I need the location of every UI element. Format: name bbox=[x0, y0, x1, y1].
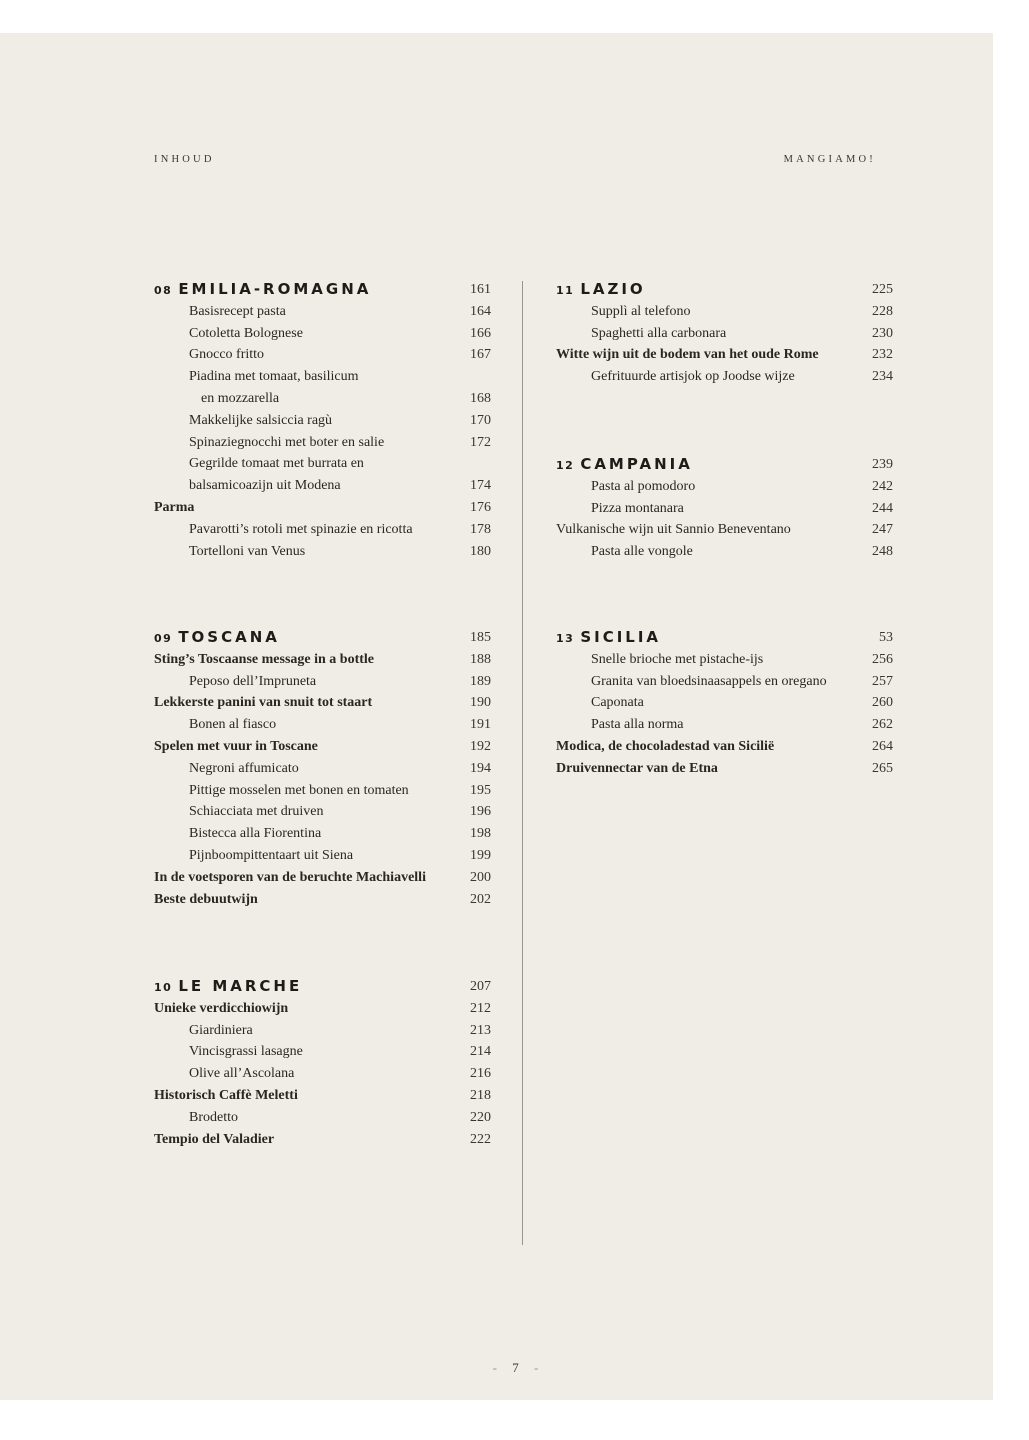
toc-entry[interactable] bbox=[154, 453, 491, 475]
toc-entry[interactable] bbox=[556, 671, 893, 693]
toc-entry-page: 218 bbox=[470, 1087, 491, 1103]
section-page-number: 53 bbox=[879, 630, 893, 645]
toc-entry-page: 244 bbox=[872, 500, 893, 516]
toc-entry[interactable] bbox=[556, 758, 893, 780]
section-page-number: 207 bbox=[470, 979, 491, 994]
toc-entry-page: 220 bbox=[470, 1109, 491, 1125]
toc-entry-page: 265 bbox=[872, 760, 893, 776]
toc-entry-page: 200 bbox=[470, 869, 491, 885]
toc-entry[interactable] bbox=[154, 1063, 491, 1085]
toc-entry-page: 264 bbox=[872, 738, 893, 754]
toc-entry-title: Cotoletta Bolognese bbox=[189, 325, 303, 341]
toc-entry-page: 172 bbox=[470, 434, 491, 450]
toc-entry-page: 216 bbox=[470, 1066, 491, 1082]
section-heading[interactable] bbox=[154, 976, 491, 998]
toc-entry[interactable] bbox=[556, 323, 893, 345]
toc-entry-page: 176 bbox=[470, 499, 491, 515]
toc-entry[interactable] bbox=[154, 1085, 491, 1107]
toc-entry-page: 164 bbox=[470, 303, 491, 319]
section-number: 08 bbox=[154, 284, 173, 297]
section-title-label bbox=[154, 976, 302, 999]
toc-entry-page: 192 bbox=[470, 738, 491, 754]
toc-entry[interactable] bbox=[556, 736, 893, 758]
toc-entry-title: Unieke verdicchiowijn bbox=[154, 1000, 289, 1016]
toc-entry-title: Pasta alle vongole bbox=[591, 544, 693, 560]
section-heading[interactable] bbox=[556, 279, 893, 301]
toc-section-sicilia bbox=[556, 627, 893, 780]
toc-entry[interactable] bbox=[154, 388, 491, 410]
section-title-label bbox=[556, 627, 661, 650]
footer-dash-left: - bbox=[492, 1360, 503, 1375]
toc-entry-page: 189 bbox=[470, 673, 491, 689]
toc-entry-title: Pittige mosselen met bonen en tomaten bbox=[189, 782, 409, 798]
toc-entry-page: 180 bbox=[470, 543, 491, 559]
toc-entry[interactable] bbox=[556, 301, 893, 323]
toc-entry-title: In de voetsporen van de beruchte Machiavelli bbox=[154, 869, 426, 885]
toc-entry-page: 260 bbox=[872, 695, 893, 711]
toc-entry-title: Pasta al pomodoro bbox=[591, 478, 696, 494]
section-number: 12 bbox=[556, 459, 575, 472]
toc-entry-title: Gnocco fritto bbox=[189, 347, 265, 363]
toc-entry-title: en mozzarella bbox=[201, 390, 280, 406]
toc-entry[interactable] bbox=[154, 736, 491, 758]
toc-entry-title: Pijnboompittentaart uit Siena bbox=[189, 847, 354, 863]
toc-entry-title: Pasta alla norma bbox=[591, 717, 684, 733]
toc-entry-title: Olive all’Ascolana bbox=[189, 1066, 295, 1082]
toc-entry-page: 228 bbox=[872, 303, 893, 319]
section-title: TOSCANA bbox=[178, 628, 280, 646]
toc-section-campania bbox=[556, 454, 893, 563]
toc-entry-title: Spinaziegnocchi met boter en salie bbox=[189, 434, 385, 450]
toc-entry-page: 262 bbox=[872, 717, 893, 733]
toc-entry[interactable] bbox=[154, 801, 491, 823]
toc-entry-title: Parma bbox=[154, 499, 195, 515]
toc-entry[interactable] bbox=[154, 823, 491, 845]
toc-entry[interactable] bbox=[556, 714, 893, 736]
toc-entry-title: Caponata bbox=[591, 695, 644, 711]
section-title: LAZIO bbox=[580, 280, 646, 298]
toc-entry-title: Tempio del Valadier bbox=[154, 1131, 275, 1147]
toc-entry-page: 195 bbox=[470, 782, 491, 798]
toc-entry[interactable] bbox=[556, 498, 893, 520]
toc-entry-page: 174 bbox=[470, 478, 491, 494]
toc-entry[interactable] bbox=[556, 649, 893, 671]
running-head-right: MANGIAMO! bbox=[783, 154, 876, 165]
toc-entry[interactable] bbox=[154, 1041, 491, 1063]
section-number: 11 bbox=[556, 284, 575, 297]
toc-entry[interactable] bbox=[154, 780, 491, 802]
toc-entry[interactable] bbox=[154, 845, 491, 867]
toc-entry-page: 256 bbox=[872, 651, 893, 667]
section-title: LE MARCHE bbox=[178, 977, 303, 995]
toc-entry-title: Schiacciata met druiven bbox=[189, 804, 324, 820]
toc-entry[interactable] bbox=[556, 366, 893, 388]
toc-entry-title: Bonen al fiasco bbox=[189, 717, 277, 733]
toc-entry[interactable] bbox=[556, 344, 893, 366]
section-title: CAMPANIA bbox=[580, 455, 693, 473]
toc-entry-title: Vulkanische wijn uit Sannio Beneventano bbox=[556, 522, 791, 538]
toc-entry[interactable] bbox=[154, 432, 491, 454]
toc-entry-title: Granita van bloedsinaasappels en oregano bbox=[591, 673, 827, 689]
section-title-label bbox=[154, 279, 371, 302]
toc-entry-title: Tortelloni van Venus bbox=[189, 543, 306, 559]
toc-section-toscana bbox=[154, 627, 491, 910]
section-page-number: 225 bbox=[872, 282, 893, 297]
toc-entry-page: 166 bbox=[470, 325, 491, 341]
toc-entry-title: Bistecca alla Fiorentina bbox=[189, 826, 322, 842]
book-page bbox=[0, 33, 993, 1400]
toc-entry-page: 168 bbox=[470, 390, 491, 406]
toc-entry-title: Sting’s Toscaanse message in a bottle bbox=[154, 651, 375, 667]
section-page-number: 239 bbox=[872, 457, 893, 472]
toc-entry[interactable] bbox=[154, 301, 491, 323]
running-head-left: INHOUD bbox=[154, 154, 215, 165]
toc-entry-title: Pizza montanara bbox=[591, 500, 684, 516]
toc-entry[interactable] bbox=[154, 714, 491, 736]
toc-entry-title: Peposo dell’Impruneta bbox=[189, 673, 317, 689]
section-page-number: 185 bbox=[470, 630, 491, 645]
toc-entry-title: Giardiniera bbox=[189, 1022, 253, 1038]
toc-entry[interactable] bbox=[154, 519, 491, 541]
toc-entry-page: 242 bbox=[872, 478, 893, 494]
toc-entry-page: 222 bbox=[470, 1131, 491, 1147]
toc-entry-page: 230 bbox=[872, 325, 893, 341]
toc-entry-title: Beste debuutwijn bbox=[154, 891, 258, 907]
section-title: SICILIA bbox=[580, 628, 662, 646]
toc-entry[interactable] bbox=[556, 692, 893, 714]
toc-entry-title: Gegrilde tomaat met burrata en bbox=[189, 456, 364, 472]
toc-entry-title: Historisch Caffè Meletti bbox=[154, 1087, 298, 1103]
toc-entry-title: Druivennectar van de Etna bbox=[556, 760, 718, 776]
toc-entry-page: 170 bbox=[470, 412, 491, 428]
toc-entry-title: Lekkerste panini van snuit tot staart bbox=[154, 695, 373, 711]
toc-entry-title: balsamicoazijn uit Modena bbox=[189, 478, 341, 494]
toc-entry-title: Snelle brioche met pistache-ijs bbox=[591, 651, 764, 667]
toc-entry[interactable] bbox=[154, 1020, 491, 1042]
section-number: 13 bbox=[556, 632, 575, 645]
toc-entry-page: 213 bbox=[470, 1022, 491, 1038]
toc-entry[interactable] bbox=[154, 889, 491, 911]
toc-entry-title: Vincisgrassi lasagne bbox=[189, 1044, 303, 1060]
toc-entry-page: 202 bbox=[470, 891, 491, 907]
toc-entry-page: 191 bbox=[470, 717, 491, 733]
toc-section-lazio bbox=[556, 279, 893, 388]
toc-entry-title: Gefrituurde artisjok op Joodse wijze bbox=[591, 369, 795, 385]
toc-entry-title: Modica, de chocoladestad van Sicilië bbox=[556, 738, 775, 754]
toc-entry[interactable] bbox=[154, 998, 491, 1020]
footer-dash-right: - bbox=[534, 1360, 545, 1375]
toc-entry-page: 188 bbox=[470, 651, 491, 667]
toc-entry-page: 199 bbox=[470, 847, 491, 863]
toc-entry-page: 232 bbox=[872, 347, 893, 363]
toc-entry-page: 214 bbox=[470, 1044, 491, 1060]
toc-entry-title: Spelen met vuur in Toscane bbox=[154, 738, 318, 754]
toc-entry-page: 248 bbox=[872, 544, 893, 560]
section-title-label bbox=[556, 279, 646, 302]
toc-entry-page: 190 bbox=[470, 695, 491, 711]
toc-entry[interactable] bbox=[154, 541, 491, 563]
toc-entry[interactable] bbox=[556, 541, 893, 563]
toc-entry[interactable] bbox=[154, 692, 491, 714]
section-heading[interactable] bbox=[556, 627, 893, 649]
toc-entry[interactable] bbox=[154, 1129, 491, 1151]
toc-entry[interactable] bbox=[154, 649, 491, 671]
toc-entry-page: 234 bbox=[872, 369, 893, 385]
toc-entry-title: Brodetto bbox=[189, 1109, 238, 1125]
section-title-label bbox=[154, 627, 280, 650]
page-number-footer bbox=[0, 1360, 1029, 1376]
section-heading[interactable] bbox=[154, 279, 491, 301]
toc-entry[interactable] bbox=[556, 519, 893, 541]
toc-entry-title: Makkelijke salsiccia ragù bbox=[189, 412, 333, 428]
page-number: 7 bbox=[512, 1360, 525, 1375]
toc-entry-page: 167 bbox=[470, 347, 491, 363]
toc-entry-page: 194 bbox=[470, 760, 491, 776]
toc-entry-title: Witte wijn uit de bodem van het oude Rome bbox=[556, 347, 819, 363]
section-heading[interactable] bbox=[556, 454, 893, 476]
toc-entry-title: Spaghetti alla carbonara bbox=[591, 325, 727, 341]
column-divider bbox=[522, 281, 523, 1245]
toc-entry[interactable] bbox=[154, 366, 491, 388]
toc-entry-title: Pavarotti’s rotoli met spinazie en ricotta bbox=[189, 521, 413, 537]
section-number: 10 bbox=[154, 981, 173, 994]
toc-entry-title: Piadina met tomaat, basilicum bbox=[189, 369, 359, 385]
toc-entry[interactable] bbox=[154, 475, 491, 497]
section-title: EMILIA-ROMAGNA bbox=[178, 280, 372, 298]
toc-section-emilia-romagna bbox=[154, 279, 491, 562]
toc-entry-title: Basisrecept pasta bbox=[189, 303, 286, 319]
toc-entry-page: 257 bbox=[872, 673, 893, 689]
toc-entry[interactable] bbox=[154, 323, 491, 345]
section-heading[interactable] bbox=[154, 627, 491, 649]
toc-entry[interactable] bbox=[154, 867, 491, 889]
toc-entry-title: Supplì al telefono bbox=[591, 303, 691, 319]
section-page-number: 161 bbox=[470, 282, 491, 297]
toc-entry-page: 196 bbox=[470, 804, 491, 820]
toc-entry[interactable] bbox=[154, 671, 491, 693]
toc-entry[interactable] bbox=[154, 758, 491, 780]
toc-entry-page: 198 bbox=[470, 826, 491, 842]
toc-entry-page: 178 bbox=[470, 521, 491, 537]
toc-entry[interactable] bbox=[556, 476, 893, 498]
toc-entry[interactable] bbox=[154, 410, 491, 432]
section-title-label bbox=[556, 454, 693, 477]
toc-entry-page: 247 bbox=[872, 522, 893, 538]
toc-entry-title: Negroni affumicato bbox=[189, 760, 299, 776]
toc-entry[interactable] bbox=[154, 1107, 491, 1129]
toc-entry[interactable] bbox=[154, 497, 491, 519]
toc-section-le-marche bbox=[154, 976, 491, 1150]
toc-entry-page: 212 bbox=[470, 1000, 491, 1016]
section-number: 09 bbox=[154, 632, 173, 645]
toc-entry[interactable] bbox=[154, 344, 491, 366]
